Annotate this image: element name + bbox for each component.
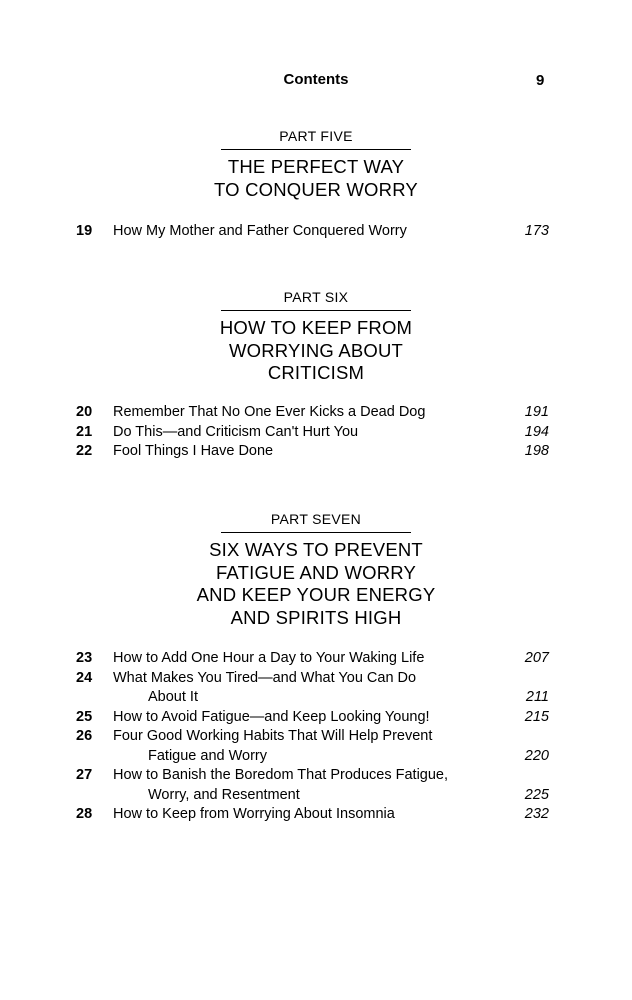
- chapter-title: How to Avoid Fatigue—and Keep Looking Young!: [113, 708, 430, 725]
- part-heading-line: AND SPIRITS HIGH: [230, 606, 402, 628]
- toc-entry[interactable]: [0, 669, 632, 708]
- chapter-title: Do This—and Criticism Can't Hurt You: [113, 423, 359, 440]
- part-heading-line: CRITICISM: [267, 362, 365, 383]
- part-divider: [221, 149, 411, 150]
- part-label: PART SEVEN: [270, 511, 362, 527]
- part-heading-line: SIX WAYS TO PREVENT: [209, 539, 423, 560]
- chapter-page: 194: [524, 423, 549, 440]
- chapter-title-continuation: About It: [148, 689, 198, 705]
- chapter-page: 198: [524, 443, 549, 459]
- toc-entry[interactable]: [0, 649, 632, 669]
- part-heading: [0, 539, 632, 629]
- part-divider: [221, 532, 411, 533]
- chapter-title: How My Mother and Father Conquered Worry: [113, 223, 407, 239]
- chapter-number: 26: [76, 728, 93, 744]
- part-heading-line: AND KEEP YOUR ENERGY: [196, 584, 436, 605]
- part-label: PART SIX: [283, 289, 349, 305]
- part-heading-line: TO CONQUER WORRY: [214, 178, 418, 200]
- chapter-page: 215: [524, 708, 549, 725]
- toc-entry[interactable]: [0, 805, 632, 825]
- chapter-page: 220: [524, 747, 549, 764]
- chapter-title: Four Good Working Habits That Will Help Prevent: [113, 728, 433, 744]
- toc-entry[interactable]: [0, 403, 632, 423]
- toc-entry[interactable]: [0, 766, 632, 805]
- part-heading-line: FATIGUE AND WORRY: [215, 561, 417, 583]
- chapter-page: 211: [525, 689, 549, 705]
- part-seven-entries: [0, 649, 632, 825]
- chapter-title: How to Add One Hour a Day to Your Waking Life: [113, 650, 425, 666]
- chapter-number: 20: [76, 404, 93, 420]
- part-five-header: [0, 127, 632, 201]
- part-divider: [221, 310, 411, 311]
- part-heading: [0, 317, 632, 385]
- chapter-number: 23: [76, 650, 93, 666]
- running-header-page-number: 9: [536, 72, 545, 89]
- chapter-page: 225: [524, 786, 549, 803]
- toc-entry[interactable]: [0, 222, 632, 242]
- chapter-number: 28: [76, 806, 93, 822]
- part-seven-header: [0, 510, 632, 629]
- chapter-title: Remember That No One Ever Kicks a Dead Dog: [113, 404, 426, 420]
- chapter-number: 24: [76, 669, 93, 686]
- toc-entry[interactable]: [0, 423, 632, 443]
- part-heading-line: HOW TO KEEP FROM: [219, 317, 413, 338]
- chapter-page: 191: [524, 404, 549, 420]
- toc-entry[interactable]: [0, 727, 632, 766]
- chapter-number: 22: [76, 443, 93, 459]
- chapter-number: 25: [76, 708, 93, 725]
- chapter-title: Fool Things I Have Done: [113, 443, 274, 459]
- part-five-entries: [0, 222, 632, 242]
- chapter-page: 173: [524, 223, 549, 239]
- chapter-number: 21: [76, 423, 93, 440]
- part-heading-line: THE PERFECT WAY: [227, 156, 405, 177]
- chapter-title-continuation: Worry, and Resentment: [148, 786, 300, 803]
- part-label: PART FIVE: [279, 128, 353, 144]
- chapter-page: 232: [524, 806, 549, 822]
- chapter-page: 207: [524, 650, 549, 666]
- chapter-number: 19: [76, 223, 93, 239]
- part-heading-line: WORRYING ABOUT: [228, 339, 404, 361]
- running-header-title: Contents: [283, 71, 349, 88]
- chapter-number: 27: [76, 767, 93, 783]
- toc-entry[interactable]: [0, 442, 632, 462]
- chapter-title: How to Banish the Boredom That Produces Fatigue,: [113, 767, 449, 783]
- part-heading: [0, 156, 632, 201]
- chapter-title: How to Keep from Worrying About Insomnia: [113, 806, 395, 822]
- chapter-title: What Makes You Tired—and What You Can Do: [113, 669, 417, 686]
- toc-entry[interactable]: [0, 708, 632, 728]
- part-six-header: [0, 288, 632, 385]
- part-six-entries: [0, 403, 632, 462]
- chapter-title-continuation: Fatigue and Worry: [148, 747, 268, 764]
